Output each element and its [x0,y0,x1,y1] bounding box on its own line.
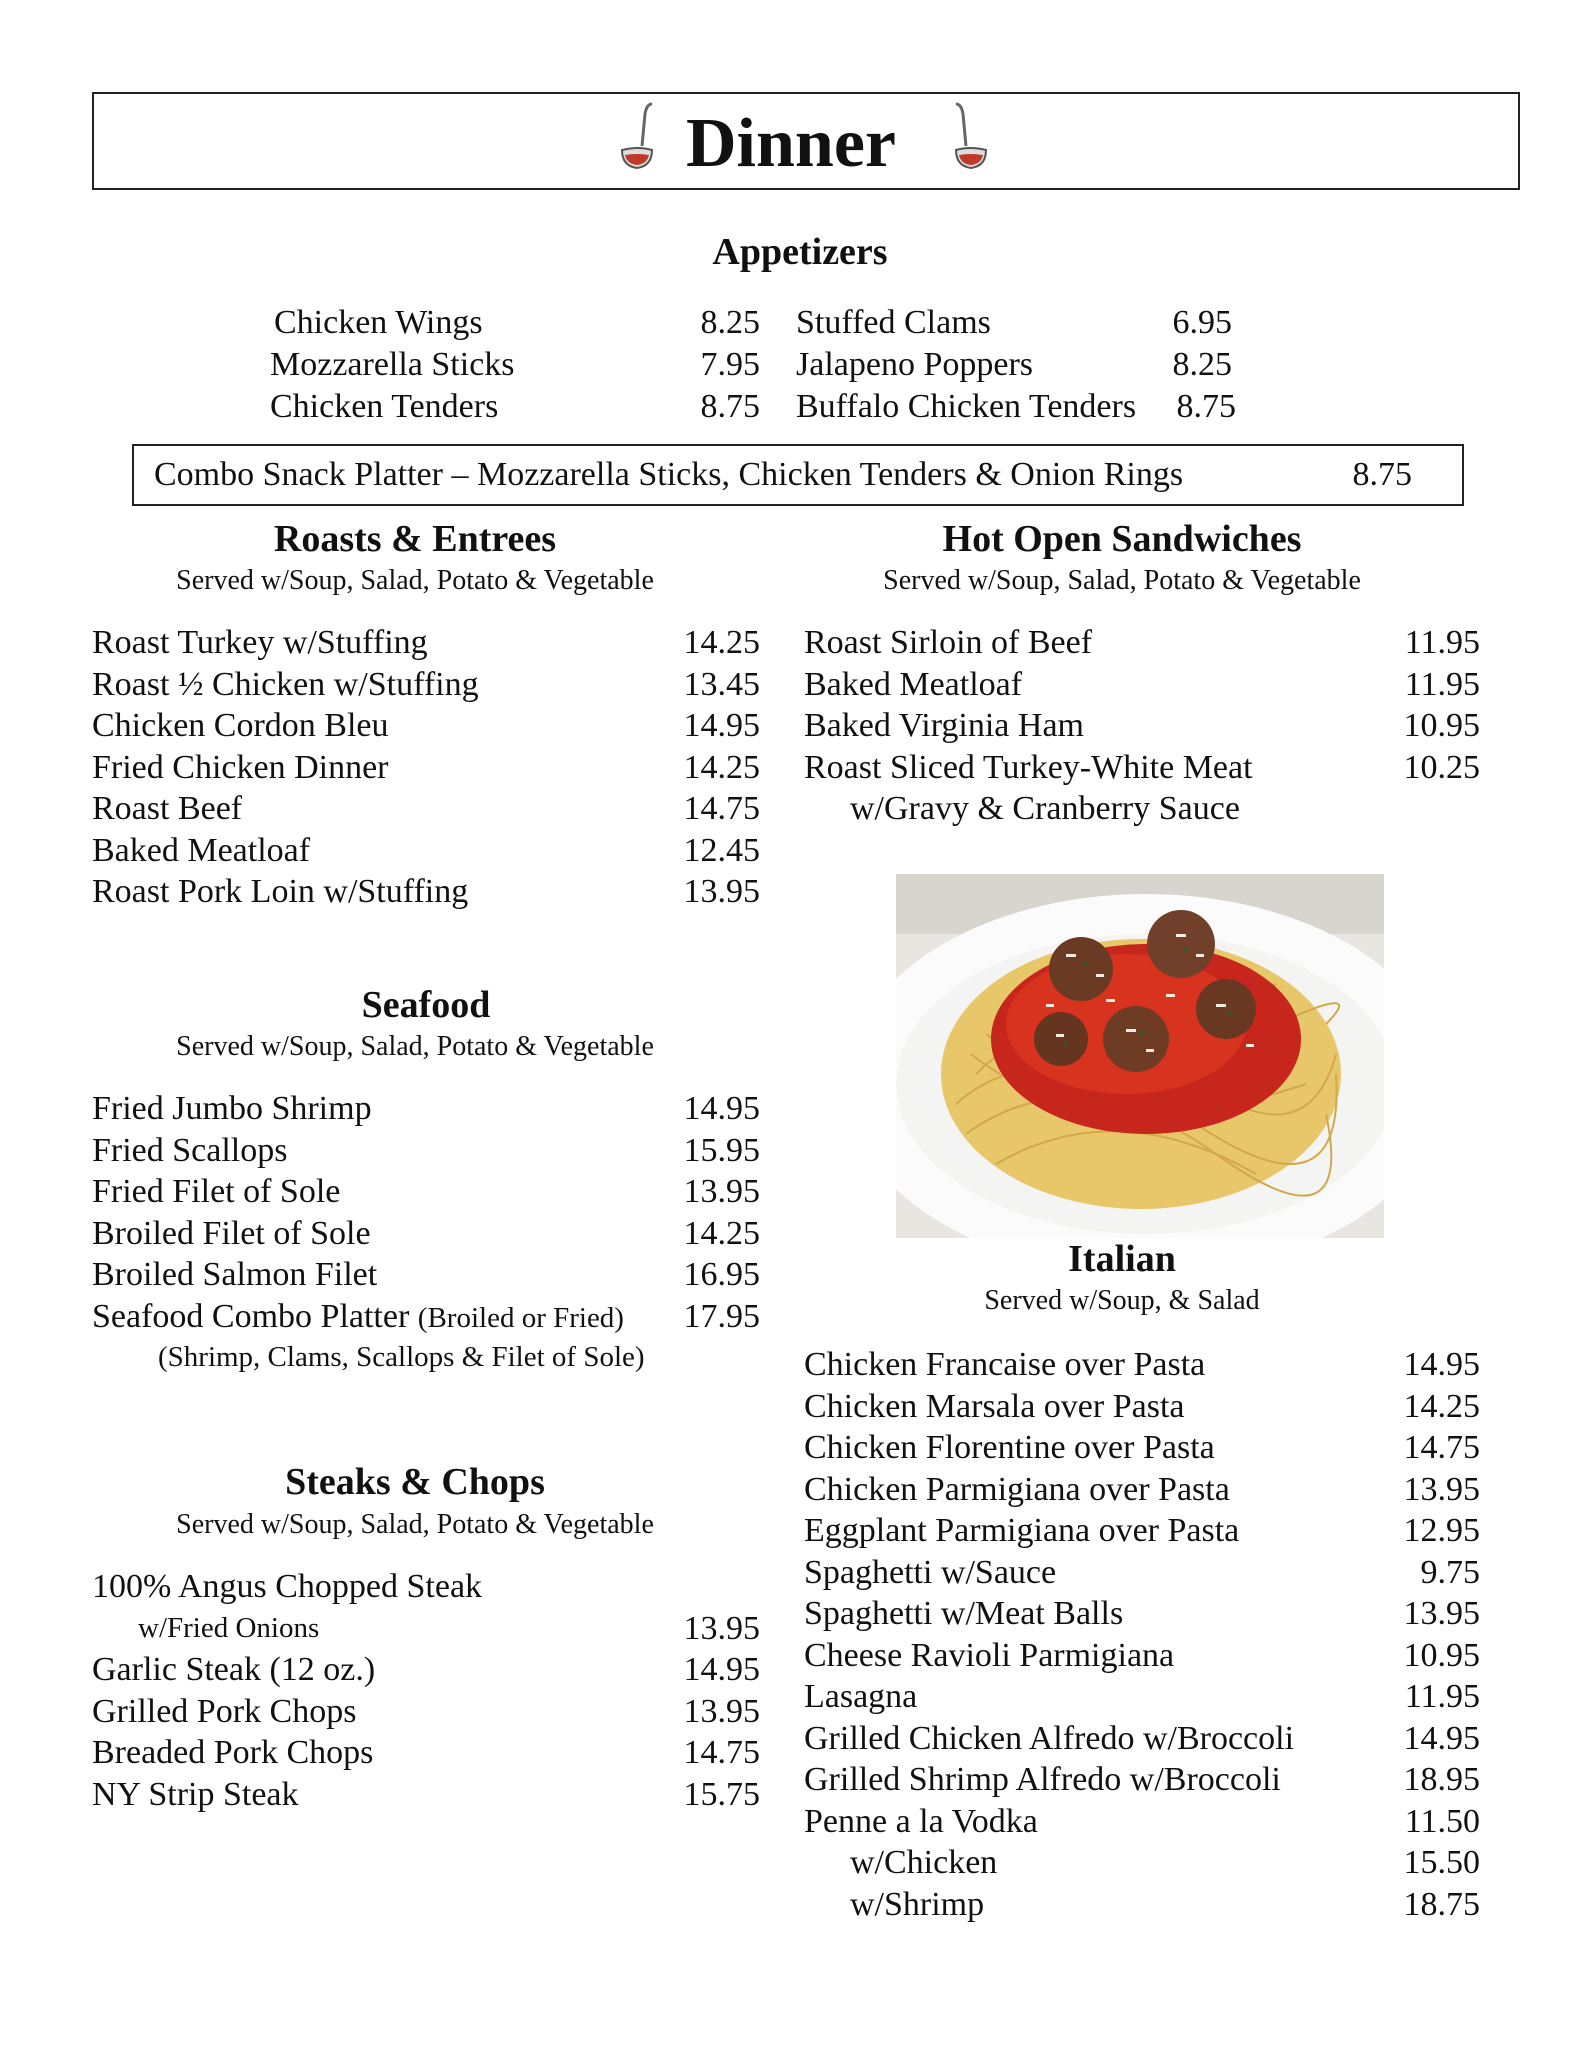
list-item [270,344,760,386]
item-price: 14.95 [683,1090,760,1127]
item-name: Chicken Wings [274,304,483,341]
item-name: Chicken Marsala over Pasta [804,1387,1185,1425]
ladle-icon [940,100,1000,180]
item-price: 14.75 [1403,1429,1480,1466]
item-price: 11.50 [1404,1802,1480,1840]
item-name: Roast Beef [92,790,243,827]
menu-row [92,1130,760,1172]
seafood-heading: Seafood [361,984,491,1026]
item-price: 11.95 [1404,665,1480,703]
menu-row [92,871,760,913]
steaks-subtitle: Served w/Soup, Salad, Potato & Vegetable [176,1509,654,1540]
item-name: Lasagna [804,1678,918,1715]
menu-row [804,1801,1480,1843]
item-price: 13.95 [683,873,760,910]
hot-sandwiches-list [804,622,1480,830]
item-price: 14.95 [683,1651,760,1688]
list-item [796,386,1236,428]
item-name: Fried Chicken Dinner [92,748,389,786]
item-price: 14.25 [683,748,760,786]
menu-row [92,830,760,872]
item-name: Breaded Pork Chops [92,1734,374,1771]
seafood-subtitle: Served w/Soup, Salad, Potato & Vegetable [176,1031,654,1062]
item-name: Roast Pork Loin w/Stuffing [92,873,469,910]
roasts-subtitle: Served w/Soup, Salad, Potato & Vegetable [176,565,654,596]
item-price: 11.95 [1404,624,1480,661]
item-price: 18.75 [1403,1885,1480,1923]
menu-row [804,1635,1480,1677]
menu-row [92,788,760,830]
item-price: 14.95 [1403,1346,1480,1383]
steaks-list [92,1566,760,1815]
item-price: 14.95 [683,707,760,744]
menu-row [804,1552,1480,1594]
menu-row [92,1254,760,1296]
list-item [270,302,760,344]
item-price: 15.50 [1403,1844,1480,1881]
item-name: Spaghetti w/Sauce [804,1553,1057,1591]
menu-row [92,664,760,706]
item-name: Chicken Francaise over Pasta [804,1346,1206,1383]
item-name: Stuffed Clams [796,304,991,341]
item-price: 17.95 [683,1297,760,1335]
item-price: 13.95 [683,1173,760,1210]
hot-sandwiches-subtitle: Served w/Soup, Salad, Potato & Vegetable [883,565,1361,596]
list-item [270,386,760,428]
item-name: Penne a la Vodka [804,1802,1038,1840]
menu-row [92,747,760,789]
roasts-list [92,622,760,913]
menu-row [804,1469,1480,1511]
item-note: (Shrimp, Clams, Scallops & Filet of Sole) [158,1341,645,1373]
menu-row-variant [804,1884,1480,1926]
item-price: 6.95 [1172,304,1232,341]
item-name: Roast Sliced Turkey-White Meat [804,748,1253,786]
combo-price: 8.75 [1352,456,1412,493]
menu-row [804,664,1480,706]
item-price: 8.25 [1172,346,1232,383]
item-name: Grilled Shrimp Alfredo w/Broccoli [804,1761,1281,1798]
item-name: Seafood Combo Platter [92,1297,410,1335]
menu-row [804,1676,1480,1718]
item-price: 14.95 [1403,1719,1480,1757]
item-name: Chicken Florentine over Pasta [804,1429,1215,1466]
menu-row [92,622,760,664]
item-name: Roast Turkey w/Stuffing [92,624,428,661]
list-item [796,302,1236,344]
menu-row [92,1296,760,1338]
item-name: Grilled Chicken Alfredo w/Broccoli [804,1719,1295,1757]
item-name: Roast Sirloin of Beef [804,624,1093,661]
menu-row-variant [804,1842,1480,1884]
item-price: 14.25 [683,1214,760,1252]
menu-row [92,1649,760,1691]
item-name: Garlic Steak (12 oz.) [92,1651,376,1688]
item-price: 10.95 [1403,1636,1480,1674]
item-price: 13.95 [683,1609,760,1647]
menu-row [804,1427,1480,1469]
spaghetti-meatballs-photo [896,874,1384,1238]
item-name: Jalapeno Poppers [796,346,1034,383]
menu-row [92,1608,760,1650]
item-name: Fried Jumbo Shrimp [92,1090,372,1127]
item-name-wrap [92,1296,624,1340]
list-item [796,344,1236,386]
menu-row [92,1213,760,1255]
item-price: 13.95 [1403,1470,1480,1508]
item-name: w/Chicken [850,1844,998,1881]
item-name: Fried Filet of Sole [92,1173,341,1210]
item-price: 11.95 [1404,1678,1480,1715]
item-name: Mozzarella Sticks [270,346,515,383]
item-price: 15.95 [683,1131,760,1169]
menu-row [804,1718,1480,1760]
appetizers-heading: Appetizers [712,231,888,273]
item-price: 12.45 [683,831,760,869]
seafood-list [92,1088,760,1379]
item-name: Baked Meatloaf [92,831,311,869]
menu-row [92,1171,760,1213]
item-price: 8.75 [700,388,760,425]
menu-row [804,1759,1480,1801]
item-sub: w/Fried Onions [138,1611,320,1644]
menu-row [804,622,1480,664]
item-price: 13.95 [683,1692,760,1730]
item-name: Cheese Ravioli Parmigiana [804,1636,1175,1674]
menu-row [804,1593,1480,1635]
item-price: 14.75 [683,790,760,827]
menu-row [804,1510,1480,1552]
menu-row [92,705,760,747]
item-price: 18.95 [1403,1761,1480,1798]
menu-row [804,1386,1480,1428]
item-name: Chicken Cordon Bleu [92,707,389,744]
item-name: NY Strip Steak [92,1775,299,1813]
item-name: Chicken Parmigiana over Pasta [804,1470,1230,1508]
item-price: 7.95 [700,346,760,383]
menu-row [804,1344,1480,1386]
item-name: Buffalo Chicken Tenders [796,388,1137,425]
item-name: Broiled Filet of Sole [92,1214,371,1252]
item-price: 14.25 [1403,1387,1480,1425]
item-price: 8.25 [700,304,760,341]
roasts-heading: Roasts & Entrees [273,518,557,560]
italian-heading: Italian [1068,1238,1176,1280]
menu-row-note [92,1337,760,1379]
item-price: 10.25 [1403,748,1480,786]
item-price: 14.25 [683,624,760,661]
menu-row [92,1691,760,1733]
item-price: 10.95 [1403,707,1480,744]
appetizers-left-list [270,302,760,428]
item-name: Broiled Salmon Filet [92,1256,378,1293]
item-price: 12.95 [1403,1512,1480,1549]
combo-name: Combo Snack Platter – Mozzarella Sticks, Chicken Tenders & Onion Rings [154,456,1184,493]
italian-list [804,1344,1480,1925]
page-title: Dinner [686,105,896,182]
item-name: 100% Angus Chopped Steak [92,1568,483,1605]
item-name: Fried Scallops [92,1131,288,1169]
menu-row [92,1088,760,1130]
item-price: 8.75 [1176,388,1236,425]
item-name: Baked Virginia Ham [804,707,1084,744]
steaks-heading: Steaks & Chops [285,1461,545,1503]
item-price: 15.75 [683,1775,760,1813]
item-name: Baked Meatloaf [804,665,1023,703]
item-price: 16.95 [683,1256,760,1293]
item-price: 14.75 [683,1734,760,1771]
appetizers-right-list [796,302,1236,428]
item-price: 13.45 [683,665,760,703]
menu-row [804,705,1480,747]
menu-row [92,1774,760,1816]
item-name: Eggplant Parmigiana over Pasta [804,1512,1240,1549]
italian-subtitle: Served w/Soup, & Salad [984,1285,1260,1316]
item-name: Roast ½ Chicken w/Stuffing [92,665,479,703]
menu-row [92,1732,760,1774]
item-name: Grilled Pork Chops [92,1692,357,1730]
menu-row [92,1566,760,1608]
item-option: (Broiled or Fried) [417,1301,624,1334]
item-name: Spaghetti w/Meat Balls [804,1595,1124,1632]
item-price: 9.75 [1420,1553,1480,1591]
menu-row [804,747,1480,789]
hot-sandwiches-heading: Hot Open Sandwiches [942,518,1302,560]
menu-row-note [804,788,1480,830]
item-price: 13.95 [1403,1595,1480,1632]
item-note: w/Gravy & Cranberry Sauce [850,790,1240,827]
item-name: Chicken Tenders [270,388,499,425]
item-name: w/Shrimp [850,1885,985,1923]
combo-snack-platter-box [132,444,1464,506]
